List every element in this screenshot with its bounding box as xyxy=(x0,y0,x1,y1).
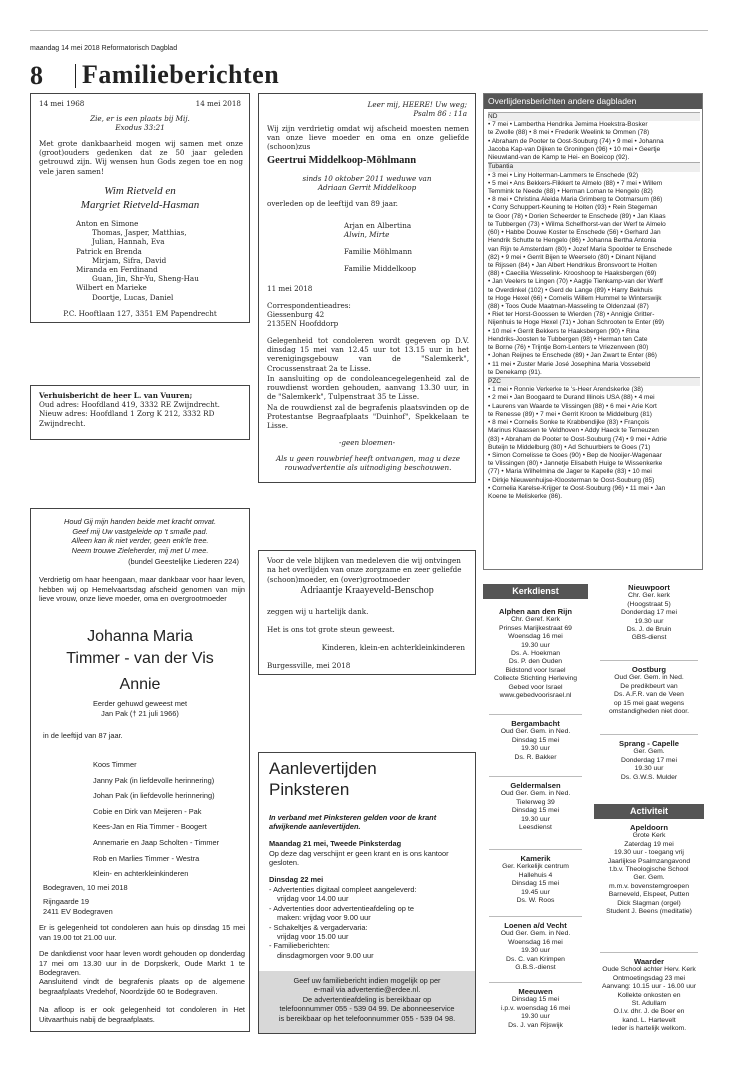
separator xyxy=(489,776,582,777)
death-notice-line: (88) • Toos Oude Maatman-Masseling te Oldenzaal (87) xyxy=(488,303,649,311)
service-line: Dinsdag 15 mei xyxy=(511,736,560,744)
family-line: Rob en Marlies Timmer - Westra xyxy=(93,853,200,863)
church-service-block xyxy=(594,824,704,916)
death-notice-line: • 3 mei • Liny Holterman-Lammers te Enschede (92) xyxy=(488,171,639,179)
burial-paragraph: Aansluitend vindt de begrafenis plaats op de algemene begraafplaats Vredehof, Noordzijde 60 te Bodegraven. xyxy=(39,977,245,996)
service-line: Oud Ger. Gem. in Ned. xyxy=(614,674,684,682)
service-line: 19.30 uur xyxy=(634,617,664,625)
service-line: 19.30 uur xyxy=(521,1013,550,1021)
death-notice-line: Koene te Meliskerke (86). xyxy=(488,493,563,501)
service-line: Oud Ger. Gem. in Ned. xyxy=(500,930,571,938)
service-line: Ger. Gem. xyxy=(633,748,665,756)
couple-name: Wim Rietveld en xyxy=(104,185,176,197)
notice-intro: In verband met Pinksteren gelden voor de krant afwijkende aanlevertijden. xyxy=(269,813,437,832)
deceased-name: Timmer - van der Vis xyxy=(66,650,214,667)
death-notice-line: te Rijssen (84) • Jan Albert Hendrikus Bronsvoort te Holten xyxy=(488,261,657,269)
service-line: Dinsdag 15 mei xyxy=(511,996,560,1004)
death-notice-line: (83) • Abraham de Pooter te Oost-Souburg (74) • 9 mei • Adrie xyxy=(488,435,667,443)
day-text: Op deze dag verschijnt er geen krant en is ons kantoor gesloten. xyxy=(269,849,449,868)
death-notice-line: Hendrik Schutte te Hengelo (86) • Johanna Bertha Antonia xyxy=(488,237,657,245)
notice-date: 11 mei 2018 xyxy=(267,284,313,293)
service-line: Ds. C. van Krimpen xyxy=(506,955,565,963)
age-line: in de leeftijd van 87 jaar. xyxy=(43,731,123,740)
address-line: Rijngaarde 19 xyxy=(43,897,90,906)
contact-footer xyxy=(259,971,475,1034)
death-notice-line: te Denekamp (91). xyxy=(488,368,542,376)
quote-line: Leer mij, HEERE! Uw weg; xyxy=(367,100,467,109)
death-notice-line: • 11 mei • Zuster Marie José Josephina Maria Vossebeld xyxy=(488,360,651,368)
family-line: Janny Pak (in liefdevolle herinnering) xyxy=(93,775,215,785)
death-notice-line: te Vlissingen (80) • Jannetje Elisabeth Huige te Wissenkerke xyxy=(488,460,663,468)
death-notice-line: te Goor (78) • Dorien Scheerder te Enschede (89) • Jan Klaas xyxy=(488,212,666,220)
service-line: Dinsdag 15 mei xyxy=(511,880,560,888)
church-service-block xyxy=(483,855,588,905)
correspondence-line: 2135EN Hoofddorp xyxy=(267,319,339,328)
quote-source: Exodus 33:21 xyxy=(115,123,165,132)
thanks-line: Het is ons tot grote steun geweest. xyxy=(267,625,395,634)
separator xyxy=(600,952,698,953)
service-line: Jaarlijkse Psalmzangavond xyxy=(607,857,691,865)
separator xyxy=(489,982,582,983)
condolence-paragraph: Er is gelegenheid tot condoleren aan huis op dinsdag 15 mei van 19.00 tot 21.00 uur. xyxy=(39,923,245,942)
death-notice-line: • 7 mei • Lambertha Hendrika Jemima Hoekstra-Bosker xyxy=(488,121,648,129)
death-notice-line: (88) • Caecilia Wesselink- Krooshoop te Haaksbergen (69) xyxy=(488,270,657,278)
service-line: Collecte Stichting Herleving xyxy=(493,675,578,683)
death-notice-line: • 5 mei • Ans Bekkers-Flikkert te Almelo (88) • 7 mei • Willem xyxy=(488,179,663,187)
widow-line: Adriaan Gerrit Middelkoop xyxy=(317,183,417,192)
service-line: Ds. R. Bakker xyxy=(514,753,557,761)
moving-line: Zwijndrecht. xyxy=(39,418,86,428)
notice-title: Aanlevertijden xyxy=(269,759,377,778)
separator xyxy=(600,660,698,661)
death-notice-line: Hendriks-Joosten te Tubbergen (98) • Herman ten Cate xyxy=(488,335,648,343)
moving-title: Verhuisbericht de heer L. van Vuuren; xyxy=(39,391,193,400)
church-service-block xyxy=(594,740,704,782)
service-line: 19.30 uur xyxy=(521,745,550,753)
family-list xyxy=(93,757,219,882)
separator xyxy=(489,714,582,715)
service-line: Ds. W. Roos xyxy=(516,897,555,905)
quote-source: Psalm 86 : 11a xyxy=(413,109,467,118)
service-line: 19.30 uur xyxy=(521,815,550,823)
family-line: Familie Möhlmann xyxy=(344,247,413,256)
age-line: overleden op de leeftijd van 89 jaar. xyxy=(267,199,398,208)
family-line: Wilbert en Marieke xyxy=(76,283,147,293)
moving-line: Nieuw adres: Hoofdland 1 Zorg K 212, 3332 RD xyxy=(39,409,215,419)
burial-paragraph: Na de rouwdienst zal de begrafenis plaatsvinden op de Protestantse Begraafplaats "Duinhof", Spekkelaan te Lisse. xyxy=(267,403,469,431)
service-line: 19.45 uur xyxy=(521,888,550,896)
death-notice-line: te Borne (76) • Trijntje Bom-Lenters te Vriezenveen (80) xyxy=(488,344,649,352)
day-heading: Dinsdag 22 mei xyxy=(269,875,324,884)
delivery-times-notice xyxy=(258,752,476,1034)
family-line: Klein- en achterkleinkinderen xyxy=(93,869,189,879)
service-line: 19.30 uur xyxy=(634,765,664,773)
poem-line: Geef mij Uw vastgeleide op 't smalle pad. xyxy=(72,526,208,536)
service-line: Woensdag 16 mei xyxy=(508,633,563,641)
death-notice-line: • 8 mei • Christina Aleida Maria Grimberg te Ootmarsum (86) xyxy=(488,196,663,204)
footer-line: is bereikbaar op het telefoonnummer 055 - 539 04 98. xyxy=(278,1013,456,1023)
deadline-item: - Advertenties digitaal compleet aangeleverd: xyxy=(269,885,417,894)
service-place: Apeldoorn xyxy=(630,823,668,832)
service-line: G.B.S.-dienst xyxy=(515,964,556,972)
header-divider xyxy=(75,64,76,88)
newspaper-heading: ND xyxy=(488,112,700,121)
deceased-nickname: Annie xyxy=(119,676,161,693)
church-service-block xyxy=(594,666,704,716)
obituary-middelkoop xyxy=(258,93,476,483)
death-notice-line: • Johan Reijnes te Enschede (89) • Jan Zwart te Enter (86) xyxy=(488,352,657,360)
deceased-name: Johanna Maria xyxy=(87,628,193,645)
widow-line: sinds 10 oktober 2011 weduwe van xyxy=(302,174,432,183)
notice-body: Met grote dankbaarheid mogen wij samen met onze (groot)ouders gedenken dat ze 50 jaar geleden getrouwd zijn. Wij wensen hun Gods zegen toe en nog vele jaren samen! xyxy=(39,139,243,176)
death-notice-line: (60) • Habbe Douwe Koster te Enschede (56) • Gerhard Jan xyxy=(488,229,661,237)
footer-line: telefoonnummer 055 - 539 04 99. De abonneeservice xyxy=(279,1004,455,1014)
service-place: Geldermalsen xyxy=(510,781,561,790)
service-line: Dick Slagman (orgel) xyxy=(617,899,681,907)
family-line: Patrick en Brenda xyxy=(76,246,142,256)
service-place: Kamerik xyxy=(520,854,551,863)
service-place: Nieuwpoort xyxy=(628,583,670,592)
service-line: Donderdag 17 mei xyxy=(621,756,677,764)
family-line: Guan, Jin, Shr-Yu, Sheng-Hau xyxy=(92,274,199,284)
newspaper-heading: PZC xyxy=(488,377,700,386)
church-service-block xyxy=(594,958,704,1034)
correspondence-line: Giessenburg 42 xyxy=(267,310,325,319)
thanks-signature: Kinderen, klein-en achterkleinkinderen xyxy=(321,643,465,652)
service-line: St. Adullam xyxy=(631,1000,667,1008)
service-line: Barneveld, Elspeet, Putten xyxy=(608,891,690,899)
date-right: 14 mei 2018 xyxy=(195,99,241,108)
service-line: Ds. J. van Rijswijk xyxy=(508,1021,563,1029)
top-rule xyxy=(30,30,708,31)
service-line: GBS-dienst xyxy=(631,634,667,642)
family-line: Johan Pak (in liefdevolle herinnering) xyxy=(93,791,215,801)
footer-line: e-mail via advertentie@erdee.nl. xyxy=(313,985,421,995)
death-notice-line: • Riet ter Horst-Goossen te Wierden (78) • Annigje Gritter- xyxy=(488,311,655,319)
family-line: Alwin, Mirte xyxy=(344,230,390,239)
death-notice-line: • Dirkje Nieuwenhuijse-Kloosterman te Oost-Souburg (85) xyxy=(488,476,655,484)
deadline-item: - Familieberichten: xyxy=(269,941,330,951)
service-line: Kollekte onkosten en xyxy=(617,991,681,999)
family-line: Cobie en Dirk van Meijeren - Pak xyxy=(93,806,202,816)
service-line: 19.30 uur xyxy=(521,947,550,955)
family-line: Mirjam, Sifra, David xyxy=(92,255,167,265)
service-line: Aanvang: 10.15 uur - 16.00 uur xyxy=(601,983,697,991)
family-line: Anton en Simone xyxy=(76,219,139,228)
family-line: Annemarie en Jaap Scholten - Timmer xyxy=(93,837,220,847)
service-line: Donderdag 17 mei xyxy=(621,609,677,617)
activiteit-header: Activiteit xyxy=(594,804,704,819)
service-line: Ger. Gem. xyxy=(633,874,665,882)
service-place: Waarder xyxy=(633,957,665,966)
death-notice-line: • 1 mei • Ronnie Verkerke te 's-Heer Arendskerke (38) xyxy=(488,386,643,394)
service-line: omstandigheden niet door. xyxy=(608,708,690,716)
deadline-item: - Advertenties door advertentieafdeling op te xyxy=(269,903,415,913)
service-line: Hallehuis 4 xyxy=(518,871,553,879)
deadline-item: - Schakeltjes & vergadervaria: xyxy=(269,922,368,932)
deadline-item: dinsdagmorgen voor 9.00 uur xyxy=(277,950,374,960)
death-notices-title: Overlijdensberichten andere dagbladen xyxy=(484,94,702,109)
place-date: Bodegraven, 10 mei 2018 xyxy=(43,883,128,892)
death-notice-line: • Abraham de Pooter te Oost-Souburg (74) • 9 mei • Johanna xyxy=(488,137,664,145)
death-notice-line: • 8 mei • Cornelis Sonke te Krabbendijke (83) • François xyxy=(488,419,650,427)
death-notice-line: • 10 mei • Gerrit Bekkers te Haaksbergen (90) • Rina xyxy=(488,327,640,335)
family-line: Julian, Hannah, Eva xyxy=(92,237,165,247)
deadline-item: vrijdag voor 15.00 uur xyxy=(277,932,349,942)
obituary-timmer xyxy=(30,508,250,1032)
service-line: i.p.v. woensdag 16 mei xyxy=(500,1004,570,1012)
church-service-block xyxy=(483,608,588,700)
family-line: Miranda en Ferdinand xyxy=(76,265,158,275)
poem xyxy=(31,517,249,555)
service-line: Ds. A.F.R. van de Veen xyxy=(614,691,684,699)
service-line: Ds. G.W.S. Mulder xyxy=(620,773,678,781)
service-line: t.b.v. Theologische School xyxy=(609,866,689,874)
service-line: Bidstond voor Israel xyxy=(505,666,566,674)
church-service-block xyxy=(483,922,588,972)
death-notices-list xyxy=(488,112,700,501)
service-line: Ieder is hartelijk welkom. xyxy=(611,1025,687,1033)
thanks-intro: Voor de vele blijken van medeleven die wij ontvingen na het overlijden van onze zorgzame en zeer geliefde (schoon)moeder, en (over)grootmoeder xyxy=(267,556,462,584)
quote-line: Zie, er is een plaats bij Mij. xyxy=(90,114,190,123)
service-line: Oud Ger. Gem. in Ned. xyxy=(500,728,571,736)
church-service-block xyxy=(483,720,588,762)
separator xyxy=(489,849,582,850)
service-line: Grote Kerk xyxy=(632,832,666,840)
service-line: Oud Ger. Gem. in Ned. xyxy=(500,790,571,798)
day-heading: Maandag 21 mei, Tweede Pinksterdag xyxy=(269,839,402,848)
death-notice-line: • Laurens van Waarde te Vlissingen (88) • 6 mei • Arie Kort xyxy=(488,402,657,410)
death-notice-line: (77) • Maria Wilhelmina de Jager te Kapelle (83) • 10 mei xyxy=(488,468,652,476)
church-service-block xyxy=(594,584,704,643)
separator xyxy=(489,916,582,917)
service-line: Oude School achter Herv. Kerk xyxy=(602,966,696,974)
prior-marriage: Jan Pak († 21 juli 1966) xyxy=(101,709,179,718)
service-line: op 15 mei gaat wegens xyxy=(613,699,685,707)
service-line: Ds. A. Hoekman xyxy=(510,650,561,658)
service-line: Gebed voor Israel xyxy=(508,683,563,691)
condolence-paragraph: Gelegenheid tot condoleren wordt gegeven op D.V. dinsdag 15 mei van 12.45 uur tot 13.15 uur in het verenigingsgebouw van de "Salemkerk", Crocussenstraat 2a te Lisse. xyxy=(267,336,469,373)
deadline-list xyxy=(269,885,417,960)
death-notice-line: te Tubbergen (73) • Wilma Schelfhorst-van der Werf te Almelo xyxy=(488,220,666,228)
death-notice-line: Nieuwland-van de Kamp te Hei- en Boeicop (92). xyxy=(488,154,630,162)
couple-name: Margriet Rietveld-Hasman xyxy=(80,199,200,211)
death-notice-line: van Rijn te Amsterdam (80) • Jozef Maria Spoolder te Enschede xyxy=(488,245,673,253)
thank-you-notice xyxy=(258,550,476,675)
service-line: Woensdag 16 mei xyxy=(508,938,563,946)
service-line: Zaterdag 19 mei xyxy=(624,840,674,848)
family-line: Kees-Jan en Ria Timmer - Boogert xyxy=(93,822,207,832)
poem-source: (bundel Geestelijke Liederen 224) xyxy=(128,557,239,566)
kerkdienst-header: Kerkdienst xyxy=(483,584,588,599)
death-notice-line: • 2 mei • Jan Boogaard te Durand Illinois USA (88) • 4 mei xyxy=(488,394,655,402)
place-date: Burgessville, mei 2018 xyxy=(267,661,351,670)
poem-line: Alleen kan ik niet verder, geen enk'le tree. xyxy=(71,536,209,546)
death-notice-line: te Renesse (89) • 7 mei • Gerrit Kroon te Middelburg (81) xyxy=(488,410,652,418)
service-line: Ontmoetingsdag 23 mei xyxy=(612,974,686,982)
anniversary-notice xyxy=(30,93,250,323)
address-line: 2411 EV Bodegraven xyxy=(43,907,113,916)
service-line: Ger. Kerkelijk centrum xyxy=(502,863,569,871)
footer-line: De advertentieafdeling is bereikbaar op xyxy=(302,994,432,1004)
prior-marriage: Eerder gehuwd geweest met xyxy=(92,699,188,708)
church-service-block xyxy=(483,782,588,832)
newspaper-heading: Tubantia xyxy=(488,162,700,171)
service-line: O.l.v. dhr. J. de Boer en xyxy=(613,1008,685,1016)
death-notice-line: • Cornelia Karelse-Krijger te Oost-Souburg (96) • 11 mei • Jan xyxy=(488,484,666,492)
deadline-item: maken: vrijdag voor 9.00 uur xyxy=(277,913,371,923)
death-notices-other-papers xyxy=(483,93,703,570)
deceased-name: Geertrui Middelkoop-Möhlmann xyxy=(267,155,417,166)
correspondence-line: Correspondentieadres: xyxy=(267,301,351,310)
death-notice-line: Nijenhuis te Hoge Hexel (71) • Johan Schrooten te Enter (69) xyxy=(488,319,665,327)
family-line: Thomas, Jasper, Matthias, xyxy=(92,228,187,238)
death-notice-line: te Zwolle (88) • 8 mei • Frederik Weelink te Ommen (78) xyxy=(488,129,650,137)
death-notice-line: • Corry Schuppert-Keuning te Holten (93) • Rein Stegeman xyxy=(488,204,658,212)
service-place: Alphen aan den Rijn xyxy=(499,607,572,616)
section-title: Familieberichten xyxy=(82,60,280,89)
service-place: Oostburg xyxy=(631,665,667,674)
death-notice-line: • Jan Veelers te Lingen (70) • Aagtje Tienkamp-van der Werff xyxy=(488,278,663,286)
after-paragraph: Na afloop is er ook gelegenheid tot condoleren in Het Uitvaarthuis nabij de begraafplaats. xyxy=(39,1005,245,1024)
footer-line: Geef uw familiebericht indien mogelijk op per xyxy=(293,976,441,985)
service-line: Ds. J. de Bruin xyxy=(626,626,672,634)
separator xyxy=(600,734,698,735)
service-line: Prinses Marijkestraat 69 xyxy=(499,624,572,632)
family-list xyxy=(76,219,199,302)
service-line: Tielerweg 39 xyxy=(516,798,555,806)
service-line: Student J. Beens (meditatie) xyxy=(606,908,692,916)
page-number: 8 xyxy=(30,61,43,90)
notice-title: Pinksteren xyxy=(269,780,350,799)
service-line: m.m.v. bovenstemgroepen xyxy=(609,882,689,890)
flowers-line: -geen bloemen- xyxy=(338,438,396,447)
moving-line: Oud adres: Hoofdland 419, 3332 RE Zwijndrecht. xyxy=(39,400,220,410)
service-line: Chr. Geref. Kerk xyxy=(510,616,561,624)
family-line: Doortje, Lucas, Daniel xyxy=(92,292,174,302)
service-place: Loenen a/d Vecht xyxy=(504,921,567,930)
poem-line: Neem trouwe Zieleherder, mij met U mee. xyxy=(71,545,209,555)
family-line: Arjan en Albertina xyxy=(344,221,412,230)
poem-line: Houd Gij mijn handen beide met kracht omvat. xyxy=(64,517,216,526)
death-notice-line: Marinus Klaassen te Veldhoven • Addy Haeck te Terneuzen xyxy=(488,427,659,435)
service-paragraph: De dankdienst voor haar leven wordt gehouden op donderdag 17 mei om 13.30 uur in de Dorpskerk, Oude Markt 1 te Bodegraven. xyxy=(39,949,245,978)
deceased-name: Adriaantje Kraayeveld-Benschop xyxy=(300,585,434,596)
death-notice-line: (82) • 9 mei • Gerrit Bijen te Weerselo (80) • Dinant Nijland xyxy=(488,253,656,261)
service-line: De predikbeurt van xyxy=(620,682,678,690)
moving-notice xyxy=(30,385,250,440)
service-paragraph: In aansluiting op de condoleancegelegenheid zal de rouwdienst worden gehouden, aanvang 13.30 uur, in de "Salemkerk", Tulpenstraat 35 te Lisse. xyxy=(267,374,469,402)
address-line: P.C. Hooftlaan 127, 3351 EM Papendrecht xyxy=(63,309,217,318)
service-line: www.gebedvoorisrael.nl xyxy=(499,692,572,700)
header-date-line: maandag 14 mei 2018 Reformatorisch Dagblad xyxy=(30,45,178,52)
service-line: (Hoogstraat 5) xyxy=(627,600,671,608)
thanks-line: zeggen wij u hartelijk dank. xyxy=(267,607,369,616)
service-line: Leesdienst xyxy=(519,824,552,832)
obituary-intro: Verdrietig om haar heengaan, maar dankbaar voor haar leven, hebben wij op Hemelvaartsdag afscheid genomen van mijn lieve vrouw, onze lieve moeder, oma en overgrootmoeder xyxy=(39,575,245,604)
service-place: Meeuwen xyxy=(518,987,553,996)
death-notice-line: Temmink te Neede (88) • Herman Loman te Hengelo (82) xyxy=(488,187,653,195)
service-line: kand. L. Hartevelt xyxy=(622,1016,676,1024)
service-line: 19.30 uur xyxy=(521,641,550,649)
family-line: Koos Timmer xyxy=(93,760,137,769)
service-line: 19.30 uur - toegang vrij xyxy=(614,849,684,857)
church-service-block xyxy=(483,988,588,1030)
family-line: Familie Middelkoop xyxy=(344,264,417,273)
service-place: Sprang - Capelle xyxy=(619,739,679,748)
deadline-item: vrijdag voor 14.00 uur xyxy=(277,894,349,904)
death-notice-line: te Hoge Hexel (66) • Cornelis Willem Hummel te Winterswijk xyxy=(488,294,662,302)
death-notice-line: Buteijn te Middelburg (80) • Ad Schuurbiers te Goes (71) xyxy=(488,443,651,451)
obituary-intro: Wij zijn verdrietig omdat wij afscheid moesten nemen van onze lieve moeder en oma en onze geliefde (schoon)zus xyxy=(267,124,469,152)
closing-line: Als u geen rouwbrief heeft ontvangen, mag u deze rouwadvertentie als uitnodiging beschouwen. xyxy=(275,454,461,473)
death-notice-line: Jacoba Kap-van Dijken te Groningen (96) • 10 mei • Geertje xyxy=(488,145,661,153)
service-line: Ds. P. den Ouden xyxy=(508,658,563,666)
service-line: Dinsdag 15 mei xyxy=(511,807,560,815)
death-notice-line: • Simon Cornelisse te Goes (90) • Bep de Nooijer-Wagenaar xyxy=(488,451,662,459)
service-place: Bergambacht xyxy=(511,719,560,728)
date-left: 14 mei 1968 xyxy=(39,99,85,108)
death-notice-line: te Overdinkel (102) • Gerd de Lange (89) • Harry Bekhuis xyxy=(488,286,653,294)
service-line: Chr. Ger. kerk xyxy=(628,592,670,600)
